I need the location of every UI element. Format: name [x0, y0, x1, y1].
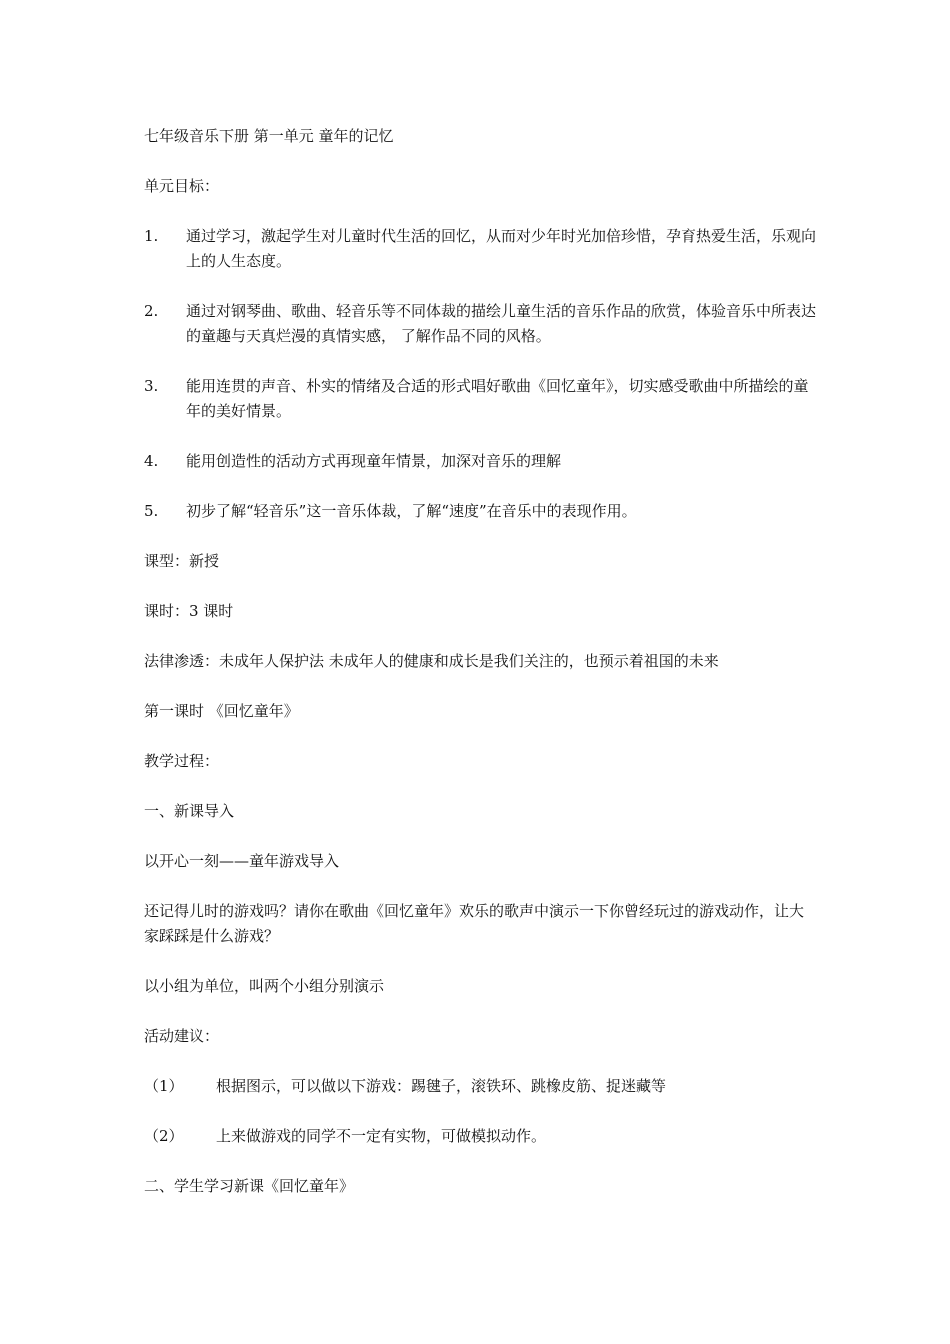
goal-text: 初步了解“轻音乐”这一音乐体裁，了解“速度”在音乐中的表现作用。 — [186, 502, 637, 520]
law-note: 法律渗透：未成年人保护法 未成年人的健康和成长是我们关注的，也预示着祖国的未来 — [144, 652, 719, 670]
goal-number: 2. — [144, 302, 159, 320]
suggestion-item-2 — [144, 1124, 816, 1149]
section-1-heading: 一、新课导入 — [144, 802, 235, 820]
goal-number: 4. — [144, 452, 159, 470]
suggestion-number: （1） — [144, 1077, 184, 1095]
first-lesson-title: 第一课时 《回忆童年》 — [144, 702, 299, 720]
lesson-hours: 课时：3 课时 — [144, 602, 234, 620]
lesson-type: 课型：新授 — [144, 552, 220, 570]
unit-goals-heading: 单元目标： — [144, 177, 220, 195]
section-2-heading: 二、学生学习新课《回忆童年》 — [144, 1177, 355, 1195]
goal-text: 能用连贯的声音、朴实的情绪及合适的形式唱好歌曲《回忆童年》，切实感受歌曲中所描绘的童年的美好情景。 — [186, 377, 809, 420]
goal-text: 能用创造性的活动方式再现童年情景，加深对音乐的理解 — [186, 452, 562, 470]
goal-number: 1. — [144, 227, 159, 245]
suggestion-text: 根据图示，可以做以下游戏：踢毽子，滚铁环、跳橡皮筋、捉迷藏等 — [216, 1077, 667, 1095]
question-text: 还记得儿时的游戏吗？请你在歌曲《回忆童年》欢乐的歌声中演示一下你曾经玩过的游戏动作，让大家踩踩是什么游戏？ — [144, 902, 805, 945]
goal-text: 通过学习，激起学生对儿童时代生活的回忆，从而对少年时光加倍珍惜，孕育热爱生活，乐观向上的人生态度。 — [186, 227, 817, 270]
goal-item-3 — [144, 374, 816, 424]
document-title: 七年级音乐下册 第一单元 童年的记忆 — [144, 127, 394, 145]
intro-text: 以开心一刻——童年游戏导入 — [144, 852, 340, 870]
suggestion-text: 上来做游戏的同学不一定有实物，可做模拟动作。 — [216, 1127, 547, 1145]
goal-number: 3. — [144, 377, 159, 395]
goal-number: 5. — [144, 502, 159, 520]
goal-text: 通过对钢琴曲、歌曲、轻音乐等不同体裁的描绘儿童生活的音乐作品的欣赏，体验音乐中所表达的童趣与天真烂漫的真情实感， 了解作品不同的风格。 — [186, 302, 817, 345]
goal-item-2 — [144, 299, 816, 349]
suggestion-item-1 — [144, 1074, 816, 1099]
document-page — [144, 124, 816, 1224]
activity-heading: 活动建议： — [144, 1027, 220, 1045]
suggestion-number: （2） — [144, 1127, 184, 1145]
group-text: 以小组为单位，叫两个小组分别演示 — [144, 977, 385, 995]
goal-item-1 — [144, 224, 816, 274]
goal-item-4 — [144, 449, 816, 474]
process-heading: 教学过程： — [144, 752, 220, 770]
goal-item-5 — [144, 499, 816, 524]
